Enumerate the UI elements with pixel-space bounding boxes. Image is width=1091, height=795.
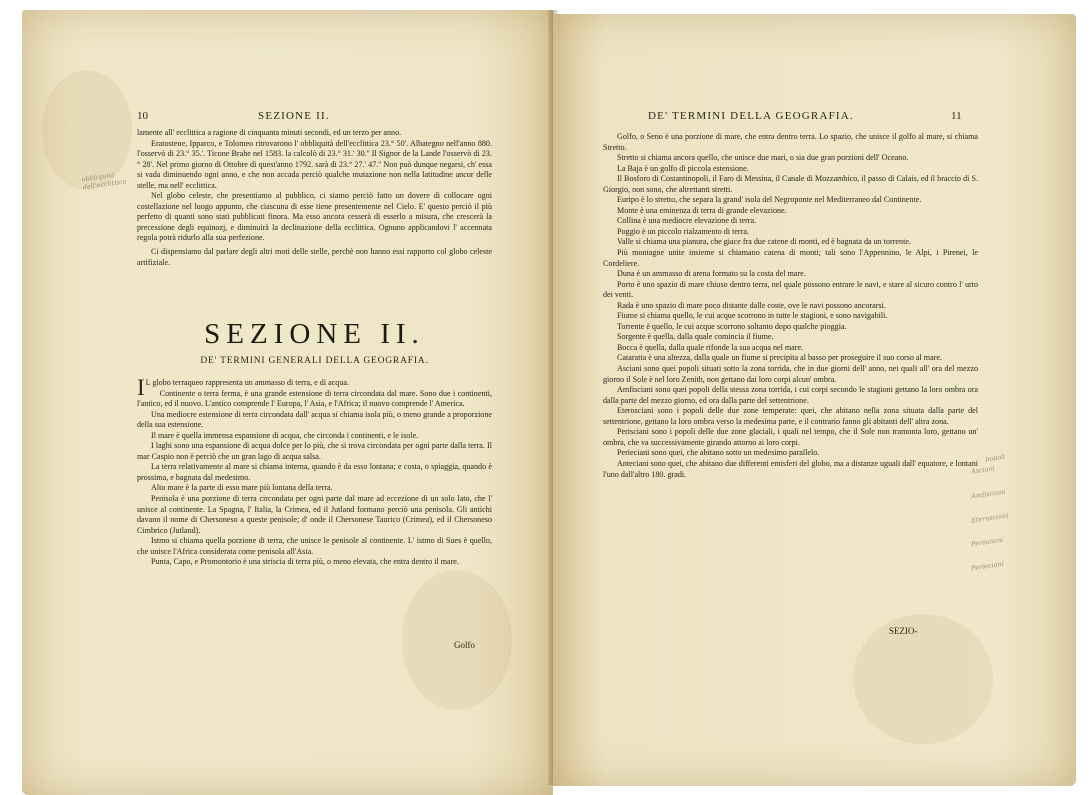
left-page: [22, 10, 553, 795]
paragraph: Stretto si chiama ancora quello, che unisce due mari, o sia due gran porzioni dell' Oceano.: [617, 153, 909, 163]
paragraph: Il Bosforo di Costantinopoli, il Faro di Messina, il Canale di Mozzambico, il passo di Calais, ed il braccio di S. Giorgio, non sono, che altrettanti stretti.: [603, 174, 978, 194]
section-subtitle: DE' TERMINI GENERALI DELLA GEOGRAFIA.: [200, 356, 429, 366]
paragraph: Rada è uno spazio di mare poco distante dalle coste, ove le navi possono ancorarsi.: [617, 300, 886, 310]
paragraph: Asciani sono quei popoli situati sotto la zona torrida, che in due giorni dell' anno, nei quali all' ora del mezzo giorno il Sole è nel loro Zenith, non gettano dai loro corpi alcun' ombra.: [603, 364, 978, 384]
margin-annotation: Perisciani: [970, 535, 1004, 549]
paragraph: Istmo si chiama quella porzione di terra, che unisce le penisole al continente. L' istmo di Sues è quello, che unisce l'Africa considerata come penisola all'Asia.: [137, 536, 492, 556]
paragraph: Il mare è quella immensa espansione di acqua, che circonda i continenti, e le isole.: [151, 430, 419, 440]
paragraph: Eterosciani sono i popoli delle due zone temperate: quei, che abitano nella zona situata dalla parte del settentrione, gettano la loro ombra verso la medesima parte, e il contrario fanno gli abitanti dell' altra zona.: [603, 406, 978, 426]
paragraph: Euripo è lo stretto, che separa la grand' isola del Negroponte nel Mediterraneo dal Continente.: [617, 195, 922, 205]
margin-annotation: popoli: [984, 452, 1006, 464]
paragraph: Più montagne unite insieme si chiamano catena di monti; tali sono l'Appennino, le Alpi, i Pirenei, le Cordeliere.: [603, 248, 978, 268]
paragraph: Fiume si chiama quello, le cui acque scorrono in tutte le stagioni, e sono navigabili.: [617, 311, 888, 321]
paragraph: I laghi sono una espansione di acqua dolce per lo più, che si trova circondata per ogni parte dalla terra. Il mar Caspio non è perciò che un gran lago di acqua salsa.: [137, 441, 492, 461]
paragraph: Bocca è quella, dalla quale rifonde la sua acqua nel mare.: [617, 342, 804, 352]
paragraph: La terra relativamente al mare si chiama interna, quando è da esso lontana; e costa, o spiaggia, quando è prossima, e bagnata dal medesimo.: [137, 462, 492, 482]
paragraph: Amfisciani sono quei popoli della stessa zona torrida, i cui corpi secondo le stagioni gettano la loro ombra ora dalla parte del mezzo giorno, ed ora dalla parte del settentrione.: [603, 385, 978, 405]
paragraph: Penisola è una porzione di terra circondata per ogni parte dal mare ad eccezione di un solo lato, che l' unisce al continente. La Spagna, l' Italia, la Crimea, ed il Jutland formano perciò una penisola. Gli antichi davano il nome di Chersoneso a queste penisole; d' onde il Chersonese Taurico (Crimea), ed il Chersoneso Cimbrico (Jutland).: [137, 494, 492, 535]
paragraph: Cataratta è una altezza, dalla quale un fiume si precipita al basso per proseguire il suo corso al mare.: [617, 353, 942, 363]
paragraph: L globo terraqueo rappresenta un ammasso di terra, e di acqua.: [145, 378, 349, 387]
paragraph: Ci dispensiamo dal parlare degli altri moti delle stelle, perchè non hanno essi rapporto col globo celeste artifiziale.: [137, 247, 492, 267]
text-block-right: [603, 132, 978, 480]
paragraph: La Baja è un golfo di piccola estensione.: [617, 163, 749, 173]
paragraph: Alto mare è la parte di esso mare più lontana della terra.: [151, 483, 333, 493]
margin-annotation: Amfisciani: [970, 487, 1006, 501]
page-number: 10: [137, 110, 148, 122]
paragraph: Punta, Capo, e Promontorio è una striscia di terra più, o meno elevata, che entra dentro il mare.: [151, 557, 459, 567]
drop-cap: I: [137, 375, 145, 400]
margin-annotation: Asciani: [970, 464, 996, 476]
paragraph: Monte è una eminenza di terra di grande elevazione.: [617, 205, 787, 215]
margin-annotation: Eterosciani: [970, 511, 1009, 525]
paragraph: Collina è una mediocre elevazione di terra.: [617, 216, 757, 226]
margin-annotation: Perieciani: [970, 559, 1005, 573]
running-head: DE' TERMINI DELLA GEOGRAFIA.: [648, 110, 854, 122]
catchword: Golfo: [454, 640, 475, 650]
paragraph: Una mediocre estensione di terra circondata dall' acqua si chiama isola più, o meno grande a proporzione della sua estensione.: [137, 409, 492, 430]
page-number: 11: [951, 110, 962, 122]
paragraph: Duna è un ammasso di arena formato su la costa del mare.: [617, 269, 806, 279]
right-page: [553, 14, 1076, 786]
paragraph: Sorgente è quella, dalla quale comincia il fiume.: [617, 332, 774, 342]
running-head: SEZIONE II.: [258, 110, 330, 122]
paragraph: Continente o terra ferma, è una grande estensione di terra circondata dal mare. Sono due i continenti, l'antico, ed il nuovo. L'antico comprende l' Europa, l' Asia, e l'Africa; il nuovo comprende l' America.: [137, 388, 492, 409]
paragraph: Eratostene, Ipparco, e Tolomeo ritrovarono l' obbliquità dell'ecclittica 23.° 50'. Albategno nell'anno 880. l'osservò di 23.° 35.'. Ticone Brahe nel 1583. la calcolò di 23.° 31.' 30.'' Il Signor de la Lande l'osservò di 23.° 28'. Nel primo giorno di Ottobre di quest'anno 1792. sarà di 23.° 27.' 47.'' Non può dunque negarsi, ch' essa si vada diminuendo ogni anno, e che non accada perciò qualche mutazione non nella latitudine ancor delle stelle, ma nell' ecclittica.: [137, 138, 492, 190]
paragraph: Porto è uno spazio di mare chiuso dentro terra, nel quale possono entrare le navi, e stare al sicuro contro l' urto dei venti.: [603, 279, 978, 300]
paper-stain: [853, 614, 993, 744]
paragraph: Perieciani sono quei, che abitano sotto un medesimo parallelo.: [617, 448, 820, 458]
text-block-top: [137, 128, 492, 268]
paragraph: Golfo, o Seno è una porzione di mare, che entra dentro terra. Lo spazio, che unisce il golfo al mare, si chiama Stretto.: [603, 132, 978, 152]
paragraph: Anteciani sono quei, che abitano due differenti emisferi del globo, ma a distanze uguali dall' equatore, e lontani l'uno dall'altro 180. gradi.: [603, 458, 978, 479]
margin-annotation: obbliquità dell'ecclittica: [81, 170, 127, 192]
paragraph: Torrente è quello, le cui acque scorrono soltanto dopo qualche pioggia.: [617, 321, 847, 331]
text-block-section: [137, 375, 492, 568]
paragraph: Poggio è un piccolo rialzamento di terra.: [617, 226, 749, 236]
paragraph: Perisciani sono i popoli delle due zone glaciali, i quali nel tempo, che il Sole non tramonta loro, gettano un' ombra, che va successivamente girando attorno ai loro corpi.: [603, 427, 978, 447]
section-title: SEZIONE II.: [204, 318, 425, 350]
catchword: SEZIO-: [889, 626, 918, 636]
paragraph: lamente all' ecclittica a ragione di cinquanta minuti secondi, ed un terzo per anno.: [137, 128, 402, 137]
paragraph: Nel globo celeste, che presentiamo al pubblico, ci siamo perciò fatto un dovere di collocare ogni costellazione nel luogo appunto, che ciascuna di esse tiene presentemente nel Cielo. E' questo perciò il più perfetto di quanti sono stati pubblicati finora. Ma esso ancora cesserà di esserlo a misura, che crescerà la precessione degli equinozj, e diminuirà la declinazione della ecclittica. Ognuno applicandovi l' accennata regola potrà ridurlo alla sua perfezione.: [137, 191, 492, 243]
paragraph: Valle si chiama una pianura, che giace fra due catene di monti, ed è bagnata da un torrente.: [617, 237, 911, 247]
